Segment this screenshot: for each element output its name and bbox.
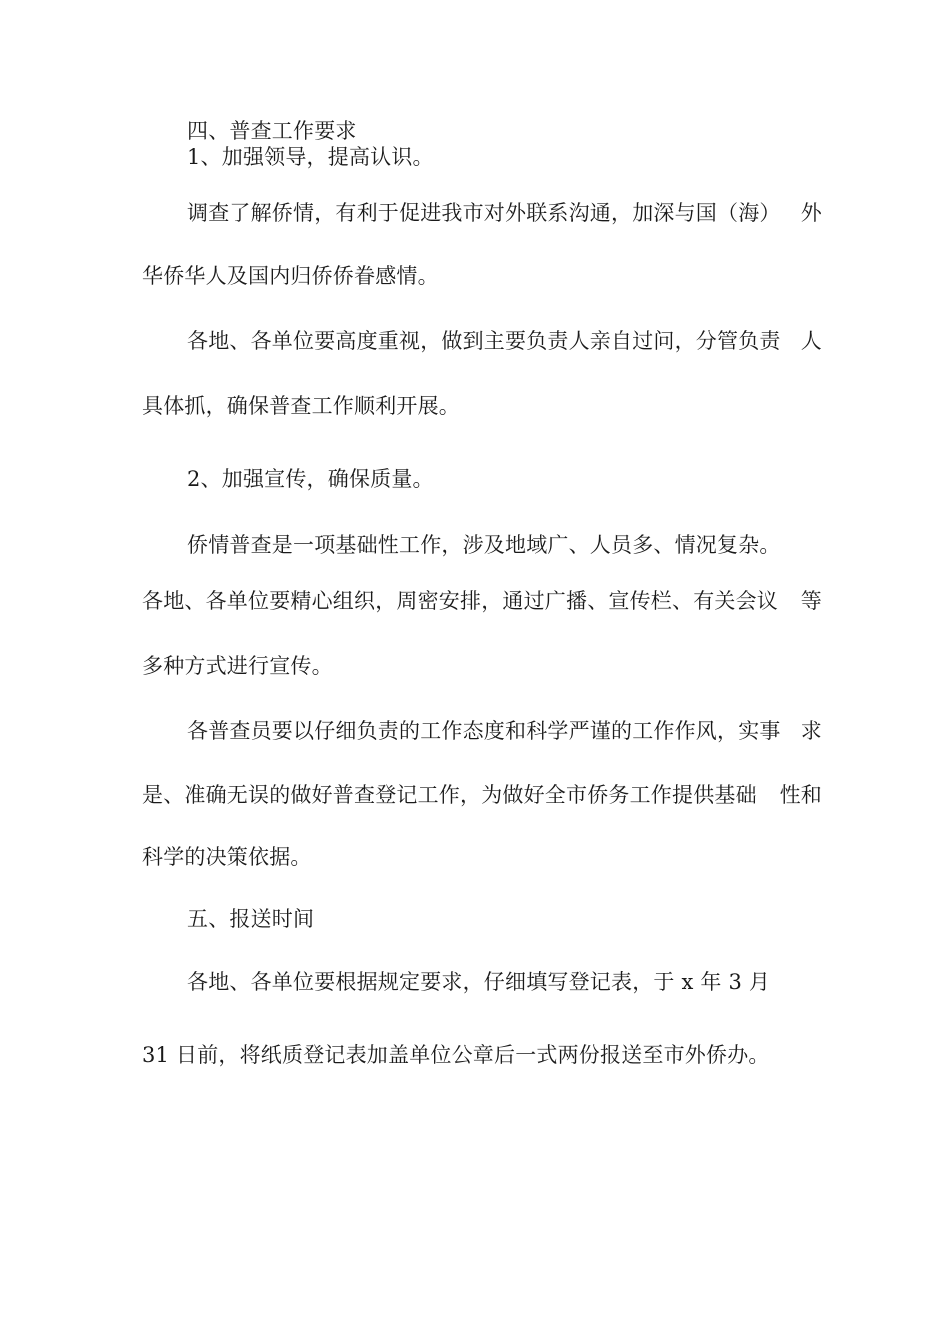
text-segment: 外 <box>800 201 822 225</box>
section-heading-requirements: 四、普查工作要求 <box>187 119 357 143</box>
paragraph-line: 各地、各单位要根据规定要求，仔细填写登记表，于 x 年 3 月 <box>187 970 771 994</box>
text-segment: 是、准确无误的做好普查登记工作，为做好全市侨务工作提供基础 <box>142 783 757 807</box>
text-segment: 各地、各单位要精心组织，周密安排，通过广播、宣传栏、有关会议 <box>142 589 778 613</box>
text-segment: 各普查员要以仔细负责的工作态度和科学严谨的工作作风，实事 <box>187 719 781 743</box>
text-segment: 求 <box>800 719 822 743</box>
text-segment: 性和 <box>779 783 822 807</box>
paragraph-line <box>187 717 822 745</box>
paragraph-line: 31 日前，将纸质登记表加盖单位公章后一式两份报送至市外侨办。 <box>142 1043 770 1067</box>
paragraph-line: 侨情普查是一项基础性工作，涉及地域广、人员多、情况复杂。 <box>187 533 781 557</box>
paragraph-line: 华侨华人及国内归侨侨眷感情。 <box>142 264 439 288</box>
paragraph-line <box>142 781 822 809</box>
section-heading-deadline: 五、报送时间 <box>187 907 315 931</box>
text-segment: 各地、各单位要高度重视，做到主要负责人亲自过问，分管负责 <box>187 329 781 353</box>
paragraph-line: 具体抓，确保普查工作顺利开展。 <box>142 394 460 418</box>
paragraph-line <box>187 199 822 227</box>
paragraph-line <box>187 327 822 355</box>
subheading-publicity: 2、加强宣传，确保质量。 <box>187 467 434 491</box>
text-segment: 人 <box>800 329 822 353</box>
paragraph-line <box>142 587 822 615</box>
subheading-leadership: 1、加强领导，提高认识。 <box>187 145 434 169</box>
text-segment: 调查了解侨情，有利于促进我市对外联系沟通，加深与国（海） <box>187 201 781 225</box>
paragraph-line: 多种方式进行宣传。 <box>142 654 333 678</box>
paragraph-line: 科学的决策依据。 <box>142 845 312 869</box>
text-segment: 等 <box>800 589 822 613</box>
